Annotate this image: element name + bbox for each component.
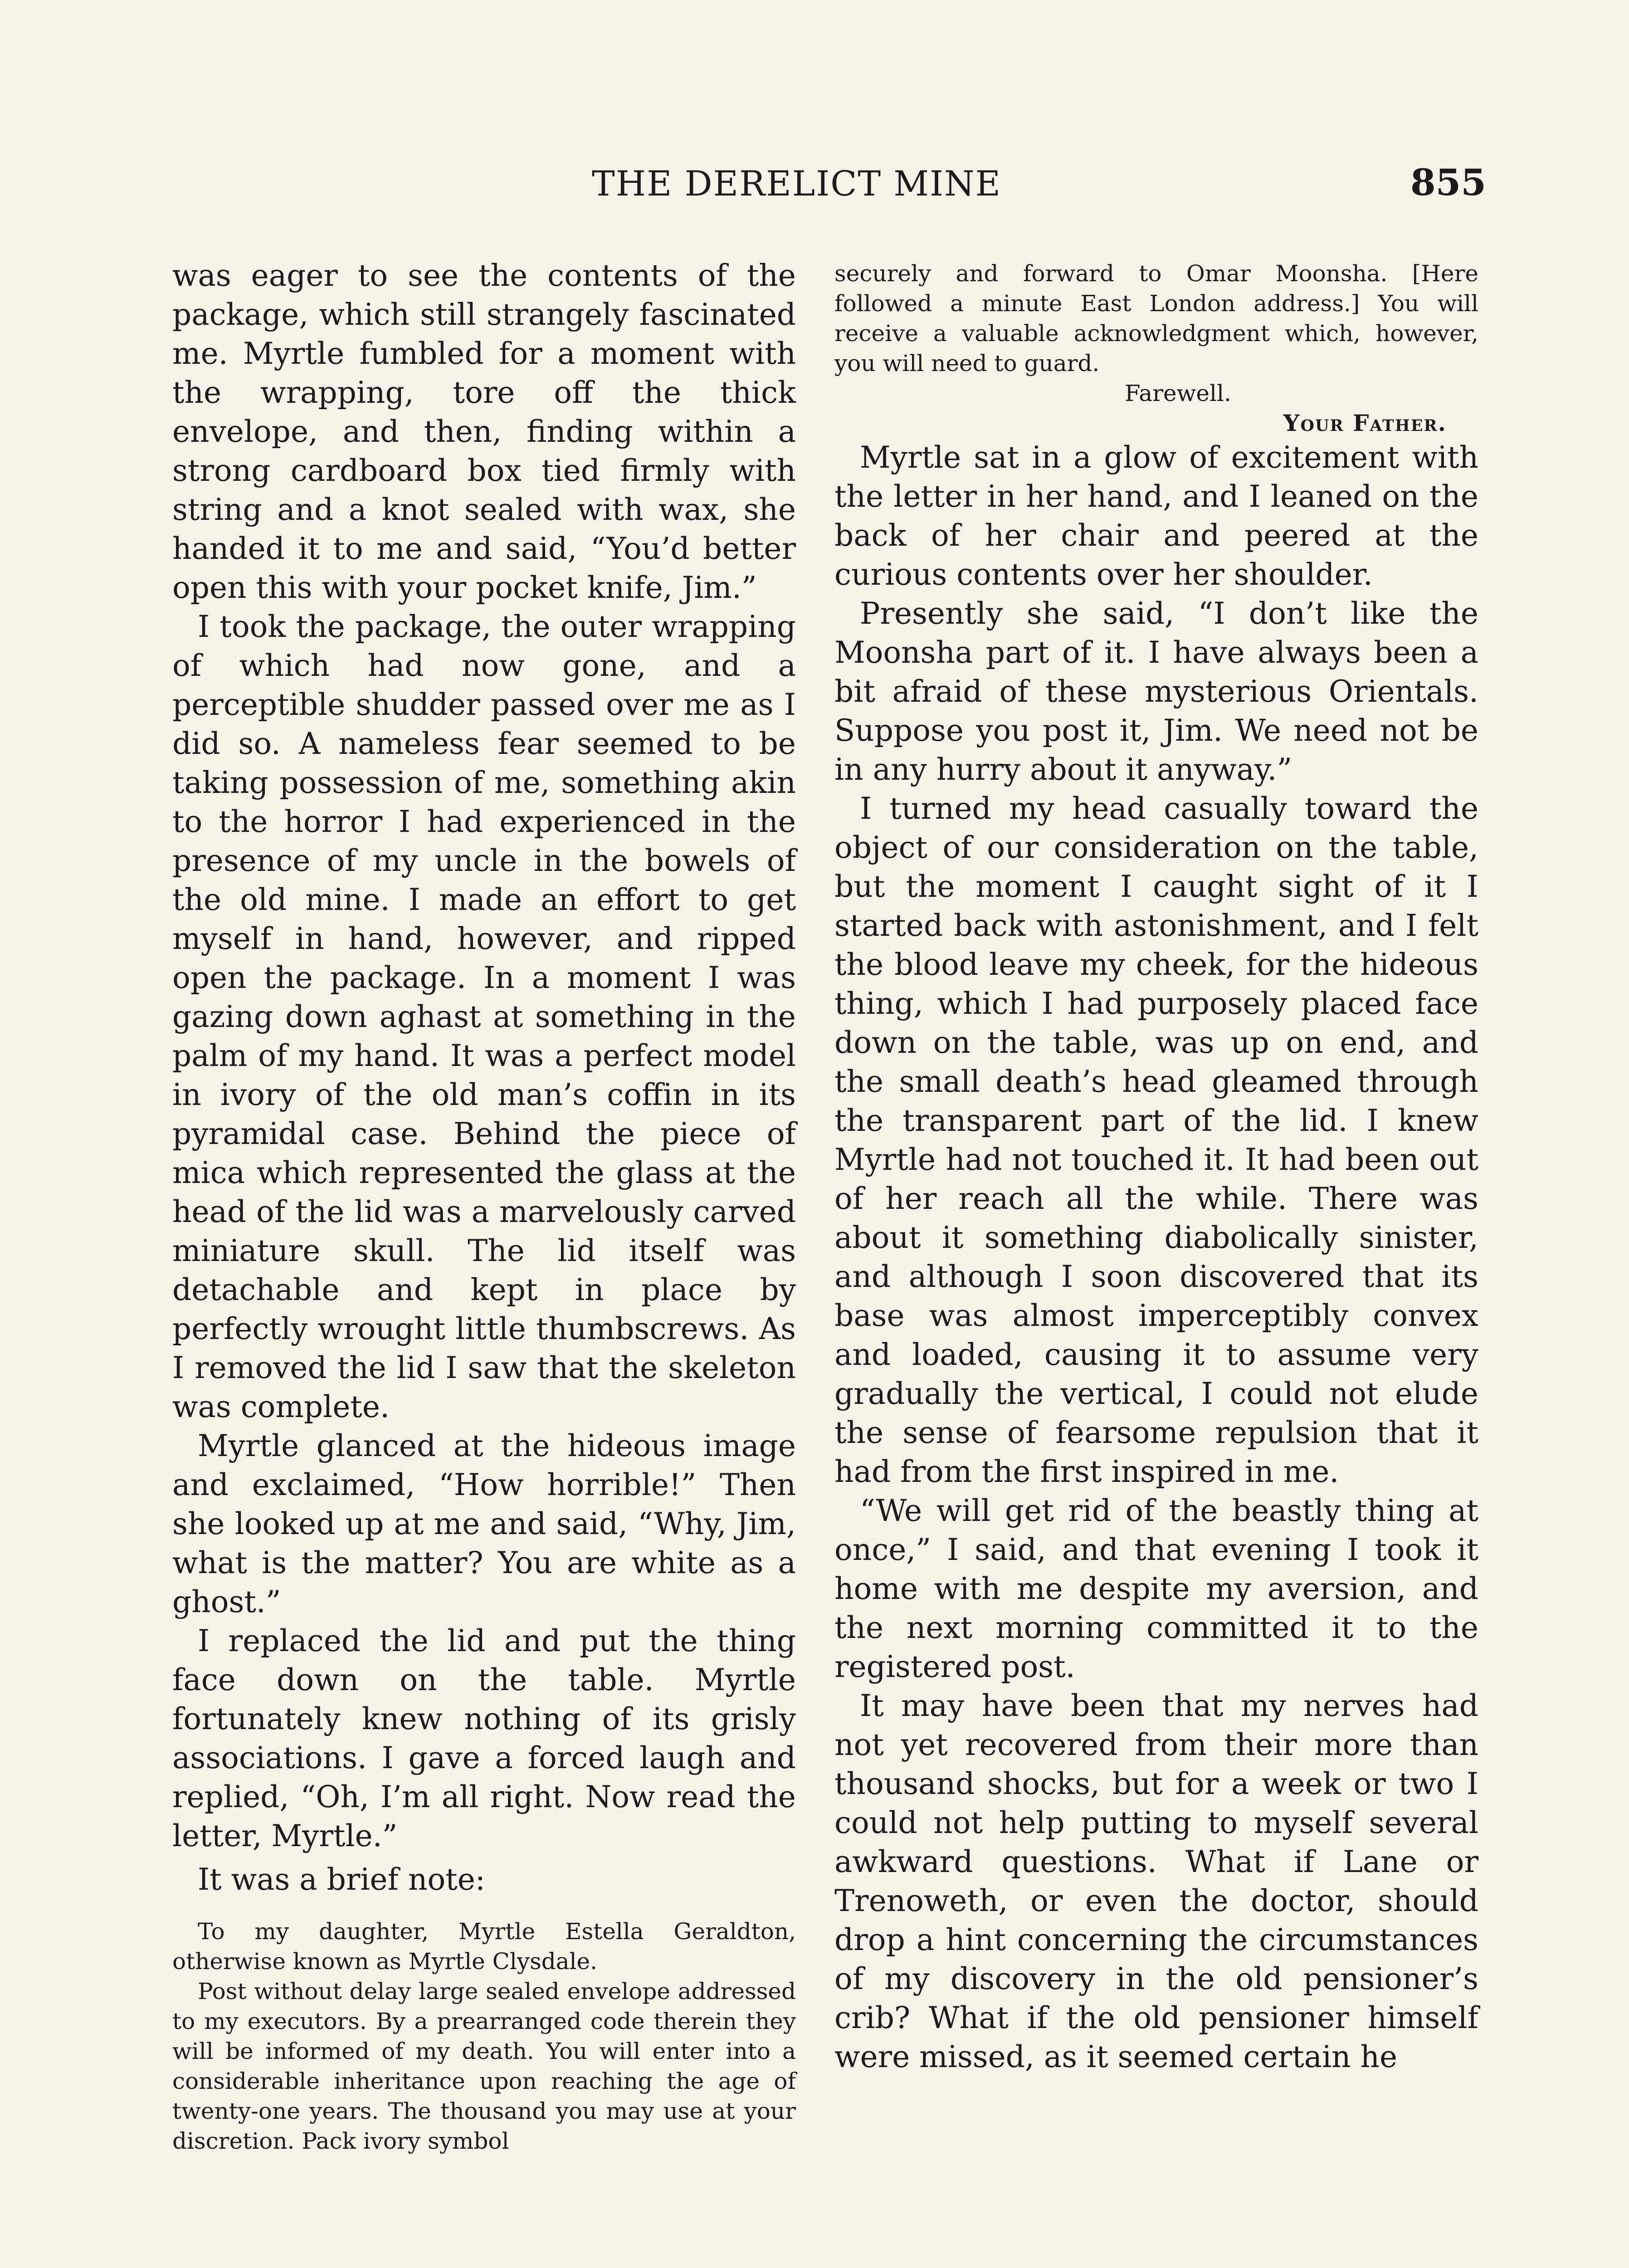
letter-block bbox=[172, 1916, 796, 2156]
paragraph: “We will get rid of the beastly thing at once,” I said, and that evening I took it home with me despite my aversion, and the next morning committed it to the registered post. bbox=[834, 1493, 1478, 1684]
page-number: 855 bbox=[1410, 161, 1486, 204]
paragraph: I turned my head casually toward the object of our consideration on the table, but the moment I caught sight of it I started back with astonishment, and I felt the blood leave my cheek, for the hideous thing, which I had purposely placed face down on the table, was up on end, and the small death’s head gleamed through the transparent part of the lid. I knew Myrtle had not touched it. It had been out of her reach all the while. There was about it something diabolically sinister, and although I soon discovered that its base was almost imperceptibly convex and loaded, causing it to assume very gradually the vertical, I could not elude the sense of fearsome repulsion that it had from the first inspired in me. bbox=[834, 791, 1478, 1489]
left-column bbox=[172, 256, 796, 2156]
paragraph: It was a brief note: bbox=[198, 1862, 486, 1897]
paragraph: Myrtle glanced at the hideous image and exclaimed, “How horrible!” Then she looked up at me and said, “Why, Jim, what is the matter? You are white as a ghost.” bbox=[172, 1428, 796, 1619]
letter-farewell: Farewell. bbox=[1125, 380, 1231, 406]
letter-continuation: securely and forward to Omar Moonsha. [Here followed a minute East London address.] You will receive a valuable acknowledgment which, however, you will need to guard. bbox=[834, 260, 1478, 376]
letter-address: To my daughter, Myrtle Estella Geraldton, otherwise known as Myrtle Clysdale. bbox=[172, 1918, 796, 1975]
paragraph: Myrtle sat in a glow of excitement with the letter in her hand, and I leaned on the back of her chair and peered at the curious contents over her shoulder. bbox=[834, 440, 1478, 592]
paragraph: Presently she said, “I don’t like the Moonsha part of it. I have always been a bit afraid of these mysterious Orientals. Suppose you post it, Jim. We need not be in any hurry about it anyway.” bbox=[834, 596, 1478, 787]
letter-signature: Your Father. bbox=[1283, 410, 1447, 436]
letter-body: Post without delay large sealed envelope addressed to my executors. By a prearranged code therein they will be informed of my death. You will enter into a considerable inheritance upon reaching the age of twenty-one years. The thousand you may use at your discretion. Pack ivory symbol bbox=[172, 1978, 796, 2154]
paragraph: I took the package, the outer wrapping of which had now gone, and a perceptible shudder passed over me as I did so. A nameless fear seemed to be taking possession of me, something akin to the horror I had experienced in the presence of my uncle in the bowels of the old mine. I made an effort to get myself in hand, however, and ripped open the package. In a moment I was gazing down aghast at something in the palm of my hand. It was a perfect model in ivory of the old man’s coffin in its pyramidal case. Behind the piece of mica which represented the glass at the head of the lid was a marvelously carved miniature skull. The lid itself was detachable and kept in place by perfectly wrought little thumbscrews. As I removed the lid I saw that the skeleton was complete. bbox=[172, 609, 796, 1424]
letter-closing bbox=[834, 378, 1478, 408]
paragraph: It may have been that my nerves had not yet recovered from their more than thousand shocks, but for a week or two I could not help putting to myself several awkward questions. What if Lane or Trenoweth, or even the doctor, should drop a hint concerning the circumstances of my discovery in the old pensioner’s crib? What if the old pensioner himself were missed, as it seemed certain he bbox=[834, 1688, 1478, 2074]
running-title: THE DERELICT MINE bbox=[592, 163, 1002, 204]
right-column bbox=[834, 259, 1478, 2077]
paragraph: was eager to see the contents of the package, which still strangely fascinated me. Myrtle fumbled for a moment with the wrapping, tore off the thick envelope, and then, finding within a strong cardboard box tied firmly with string and a knot sealed with wax, she handed it to me and said, “You’d better open this with your pocket knife, Jim.” bbox=[172, 258, 796, 605]
paragraph: I replaced the lid and put the thing face down on the table. Myrtle fortunately knew nothing of its grisly associations. I gave a forced laugh and replied, “Oh, I’m all right. Now read the letter, Myrtle.” bbox=[172, 1623, 796, 1853]
